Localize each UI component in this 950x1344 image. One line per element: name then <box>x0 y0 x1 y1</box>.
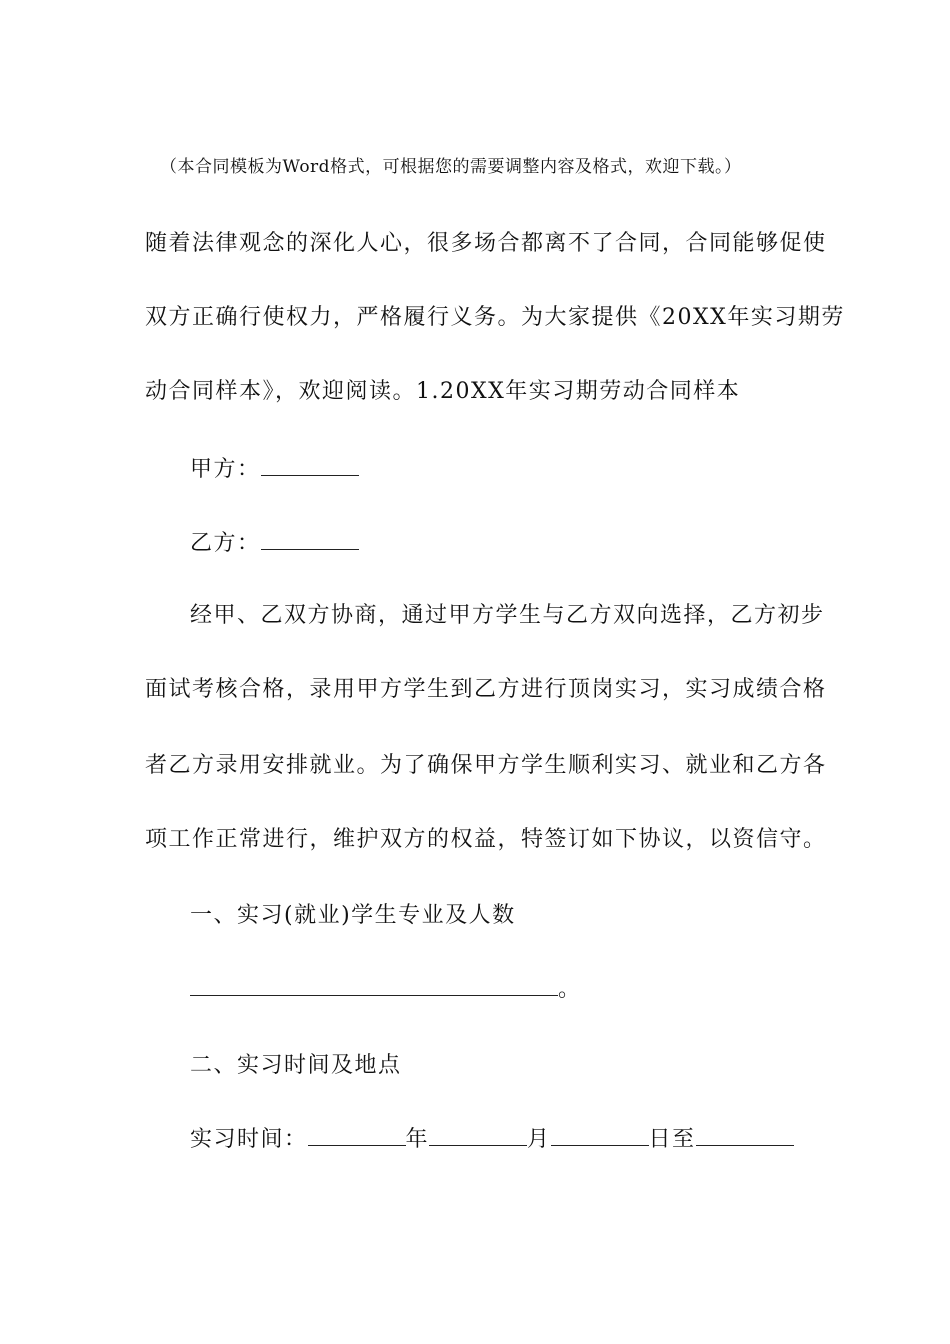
intro-line-2: 双方正确行使权力，严格履行义务。为大家提供《20XX年实习期劳 <box>145 305 845 330</box>
day-to-label: 日至 <box>648 1127 696 1152</box>
start-month-blank[interactable] <box>429 1125 527 1146</box>
internship-time-label: 实习时间： <box>190 1127 308 1152</box>
year-label: 年 <box>405 1127 430 1152</box>
party-a-line <box>190 452 359 483</box>
major-count-blank[interactable] <box>190 975 558 996</box>
party-b-blank[interactable] <box>261 529 359 550</box>
start-day-blank[interactable] <box>551 1125 649 1146</box>
party-b-line <box>190 526 359 557</box>
agreement-line-2: 面试考核合格，录用甲方学生到乙方进行顶岗实习，实习成绩合格 <box>145 677 827 702</box>
start-year-blank[interactable] <box>308 1125 406 1146</box>
template-note: （本合同模板为Word格式，可根据您的需要调整内容及格式，欢迎下载。） <box>160 157 742 177</box>
agreement-line-4: 项工作正常进行，维护双方的权益，特签订如下协议，以资信守。 <box>145 827 827 852</box>
internship-time-line <box>190 1122 794 1153</box>
intro-line-3: 动合同样本》，欢迎阅读。1.20XX年实习期劳动合同样本 <box>145 379 741 404</box>
section-1-period: 。 <box>558 977 582 1002</box>
end-year-blank[interactable] <box>696 1125 794 1146</box>
agreement-line-3: 者乙方录用安排就业。为了确保甲方学生顺利实习、就业和乙方各 <box>145 753 827 778</box>
section-1-heading: 一、实习(就业)学生专业及人数 <box>190 903 516 928</box>
party-b-label: 乙方： <box>190 531 261 556</box>
month-label: 月 <box>527 1127 551 1152</box>
agreement-line-1: 经甲、乙双方协商，通过甲方学生与乙方双向选择，乙方初步 <box>190 603 825 628</box>
party-a-blank[interactable] <box>261 455 359 476</box>
party-a-label: 甲方： <box>190 457 261 482</box>
intro-line-1: 随着法律观念的深化人心，很多场合都离不了合同，合同能够促使 <box>145 231 827 256</box>
section-1-fill-line <box>190 972 582 1003</box>
section-2-heading: 二、实习时间及地点 <box>190 1053 402 1078</box>
